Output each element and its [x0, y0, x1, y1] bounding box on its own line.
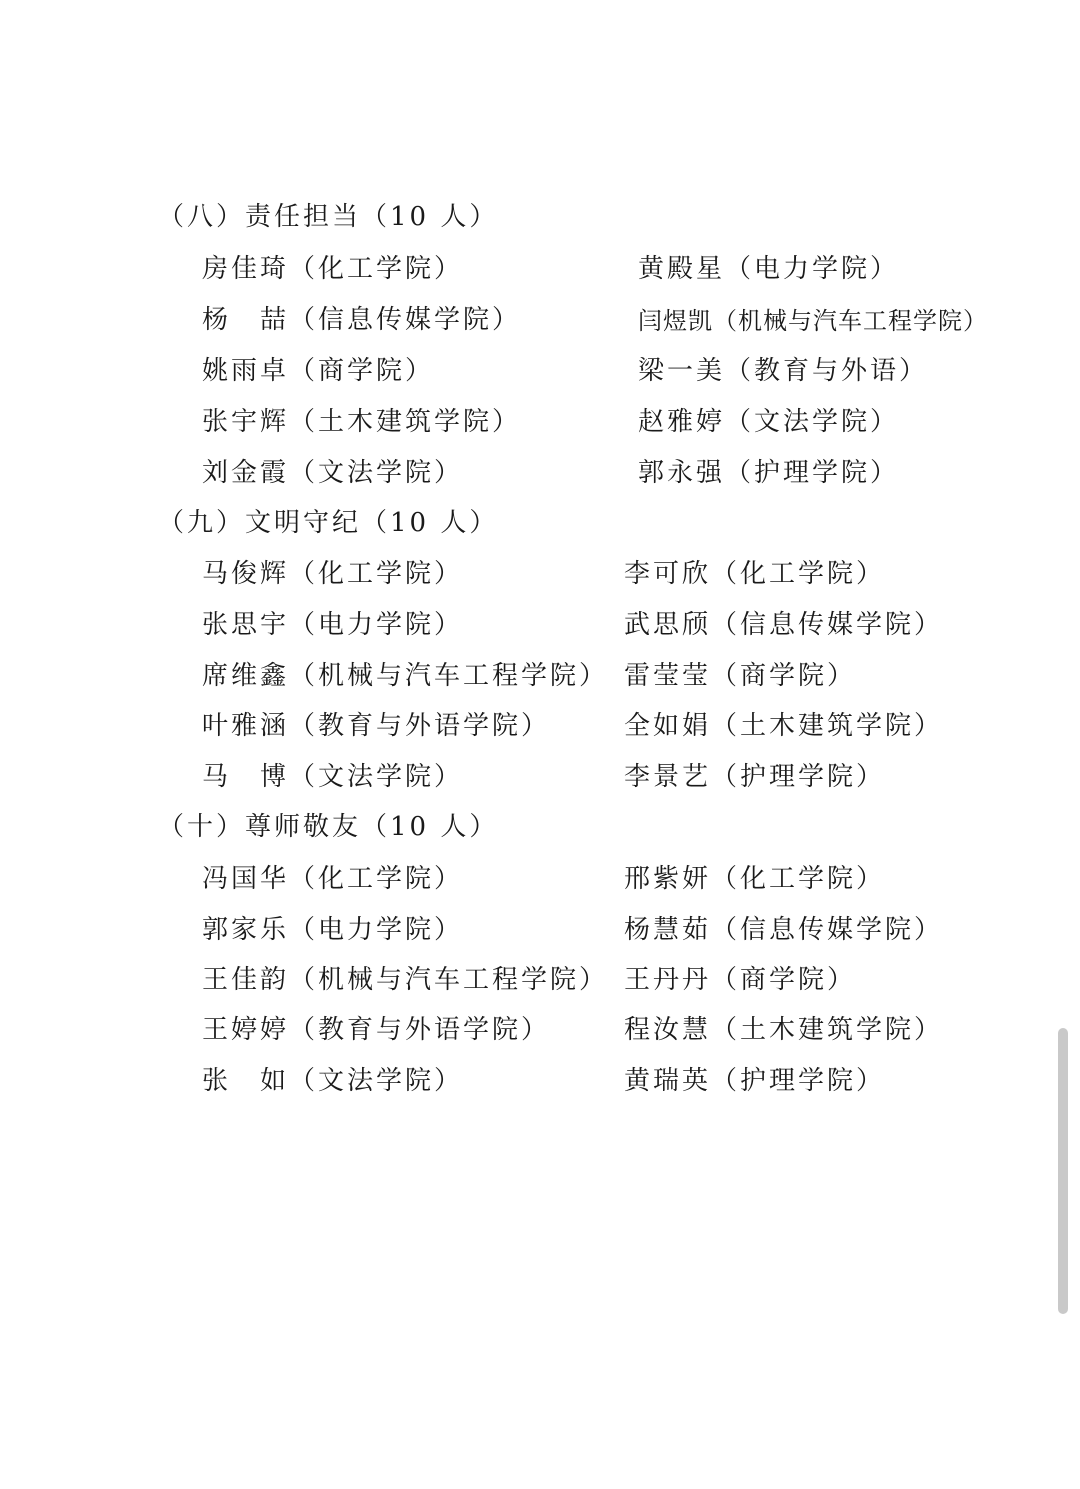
list-item: 张思宇（电力学院） — [202, 610, 464, 640]
list-item: 雷莹莹（商学院） — [624, 661, 857, 691]
list-item: 刘金霞（文法学院） — [202, 458, 464, 488]
list-item: 王婷婷（教育与外语学院） — [202, 1015, 551, 1045]
list-item: 张宇辉（土木建筑学院） — [202, 407, 522, 437]
list-item: 王佳韵（机械与汽车工程学院） — [202, 965, 609, 995]
list-item: 张 如（文法学院） — [202, 1066, 464, 1096]
section-heading-8: （八）责任担当（10 人） — [158, 202, 499, 232]
vertical-scrollbar[interactable] — [1058, 1028, 1068, 1314]
list-item: 黄殿星（电力学院） — [638, 254, 900, 284]
list-item: 闫煜凯（机械与汽车工程学院） — [638, 307, 988, 335]
list-item: 杨慧茹（信息传媒学院） — [624, 915, 944, 945]
list-item: 杨 喆（信息传媒学院） — [202, 305, 522, 335]
list-item: 黄瑞英（护理学院） — [624, 1066, 886, 1096]
section-heading-9: （九）文明守纪（10 人） — [158, 508, 499, 538]
section-heading-10: （十）尊师敬友（10 人） — [158, 812, 499, 842]
list-item: 郭永强（护理学院） — [638, 458, 900, 488]
list-item: 叶雅涵（教育与外语学院） — [202, 711, 551, 741]
list-item: 姚雨卓（商学院） — [202, 356, 435, 386]
list-item: 王丹丹（商学院） — [624, 965, 857, 995]
list-item: 马 博（文法学院） — [202, 762, 464, 792]
list-item: 武思颀（信息传媒学院） — [624, 610, 944, 640]
list-item: 马俊辉（化工学院） — [202, 559, 464, 589]
list-item: 梁一美（教育与外语） — [638, 356, 929, 386]
list-item: 李可欣（化工学院） — [624, 559, 886, 589]
list-item: 赵雅婷（文法学院） — [638, 407, 900, 437]
list-item: 冯国华（化工学院） — [202, 864, 464, 894]
list-item: 郭家乐（电力学院） — [202, 915, 464, 945]
list-item: 李景艺（护理学院） — [624, 762, 886, 792]
list-item: 邢紫妍（化工学院） — [624, 864, 886, 894]
list-item: 席维鑫（机械与汽车工程学院） — [202, 661, 609, 691]
list-item: 程汝慧（土木建筑学院） — [624, 1015, 944, 1045]
list-item: 全如娟（土木建筑学院） — [624, 711, 944, 741]
list-item: 房佳琦（化工学院） — [202, 254, 464, 284]
